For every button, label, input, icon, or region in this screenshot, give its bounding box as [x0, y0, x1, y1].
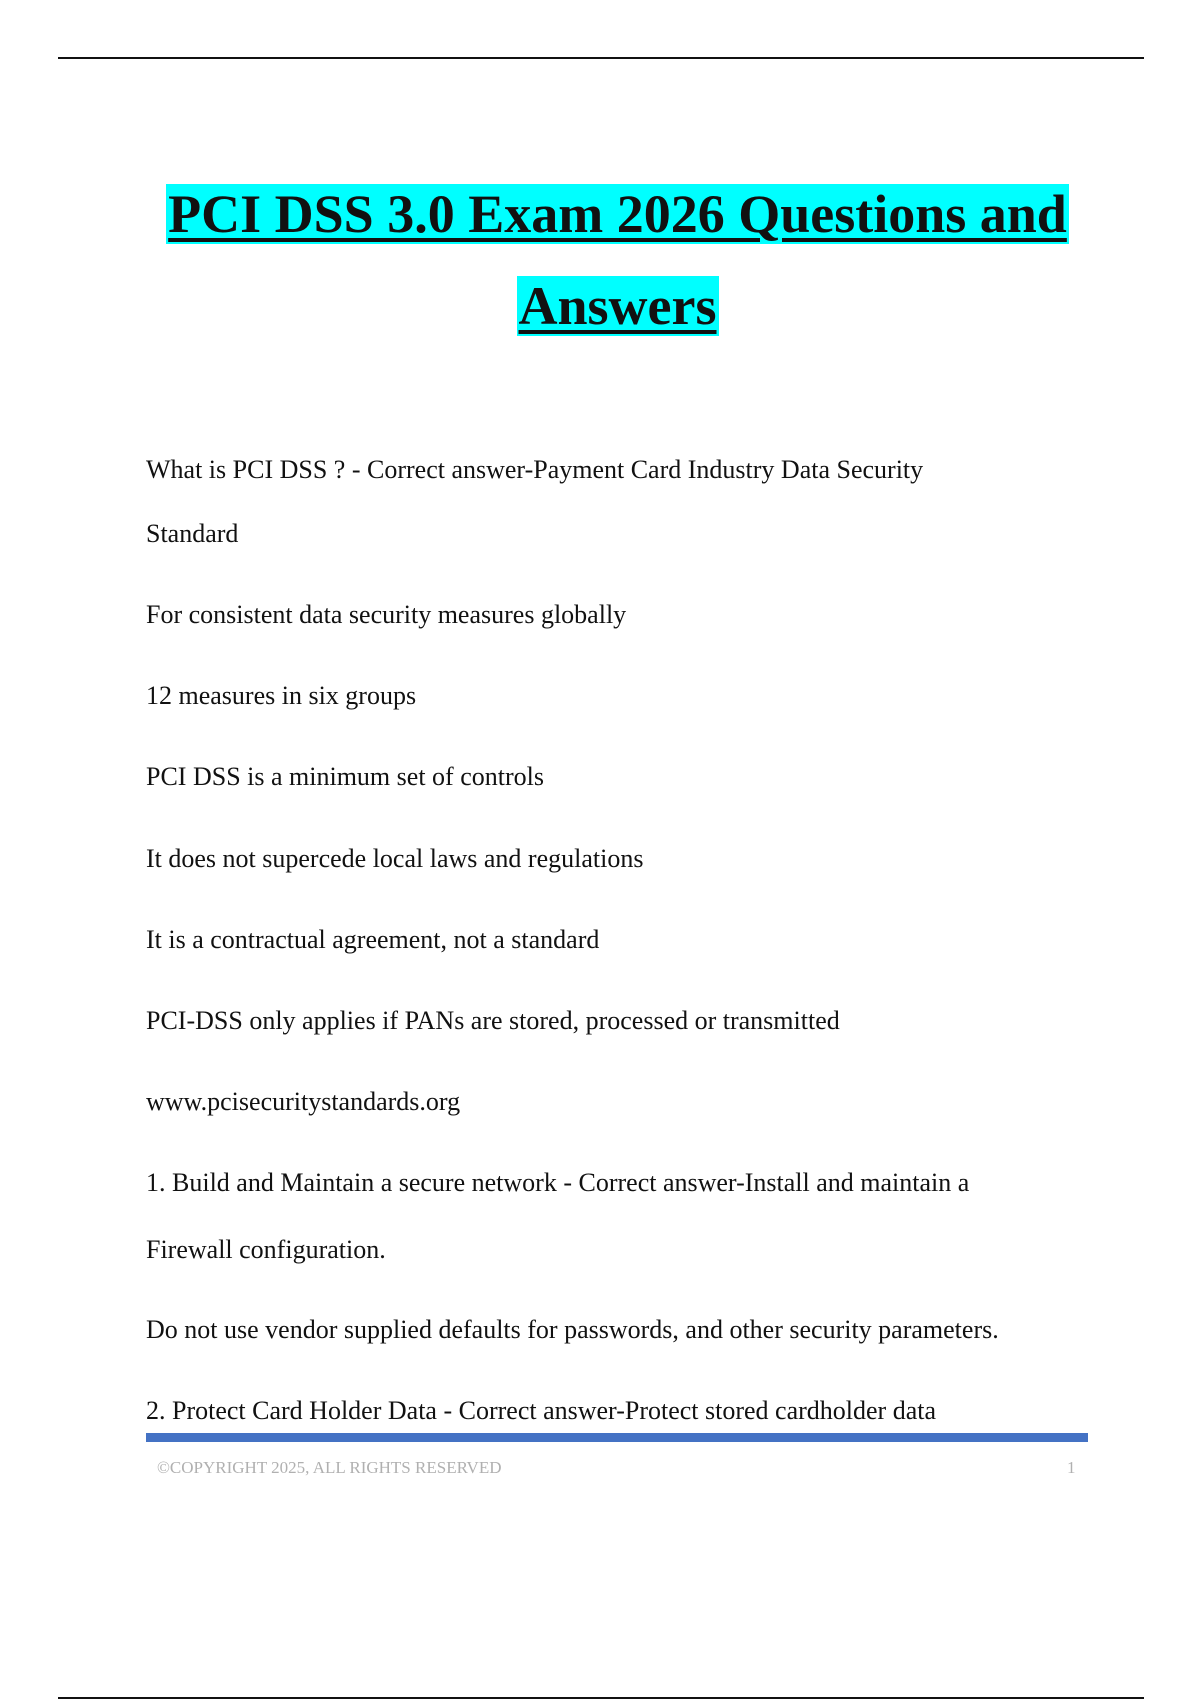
paragraph-line: What is PCI DSS ? - Correct answer-Payment Card Industry Data Security	[146, 455, 924, 484]
paragraph-line: For consistent data security measures globally	[146, 600, 627, 629]
title-line-1: PCI DSS 3.0 Exam 2026 Questions and	[168, 184, 1067, 244]
paragraph-line: Do not use vendor supplied defaults for passwords, and other security parameters.	[146, 1315, 999, 1344]
paragraph-line: It is a contractual agreement, not a standard	[146, 925, 600, 954]
paragraph-line: Standard	[146, 519, 239, 548]
paragraph-line: Firewall configuration.	[146, 1235, 386, 1264]
paragraph-line: www.pcisecuritystandards.org	[146, 1087, 461, 1116]
document-title	[0, 168, 1200, 352]
footer-bar	[146, 1433, 1088, 1442]
paragraph-line: 2. Protect Card Holder Data - Correct answer-Protect stored cardholder data	[146, 1396, 937, 1425]
paragraph-line: PCI DSS is a minimum set of controls	[146, 762, 544, 791]
paragraph-line: 12 measures in six groups	[146, 681, 417, 710]
title-line-2: Answers	[518, 276, 717, 336]
footer-copyright: ©COPYRIGHT 2025, ALL RIGHTS RESERVED	[157, 1458, 502, 1477]
paragraph-line: 1. Build and Maintain a secure network - Correct answer-Install and maintain a	[146, 1168, 970, 1197]
footer-rule	[58, 1697, 1144, 1699]
paragraph-line: PCI-DSS only applies if PANs are stored, processed or transmitted	[146, 1006, 840, 1035]
header-rule	[58, 57, 1144, 59]
page-number: 1	[1067, 1458, 1076, 1477]
paragraph-line: It does not supercede local laws and regulations	[146, 844, 644, 873]
